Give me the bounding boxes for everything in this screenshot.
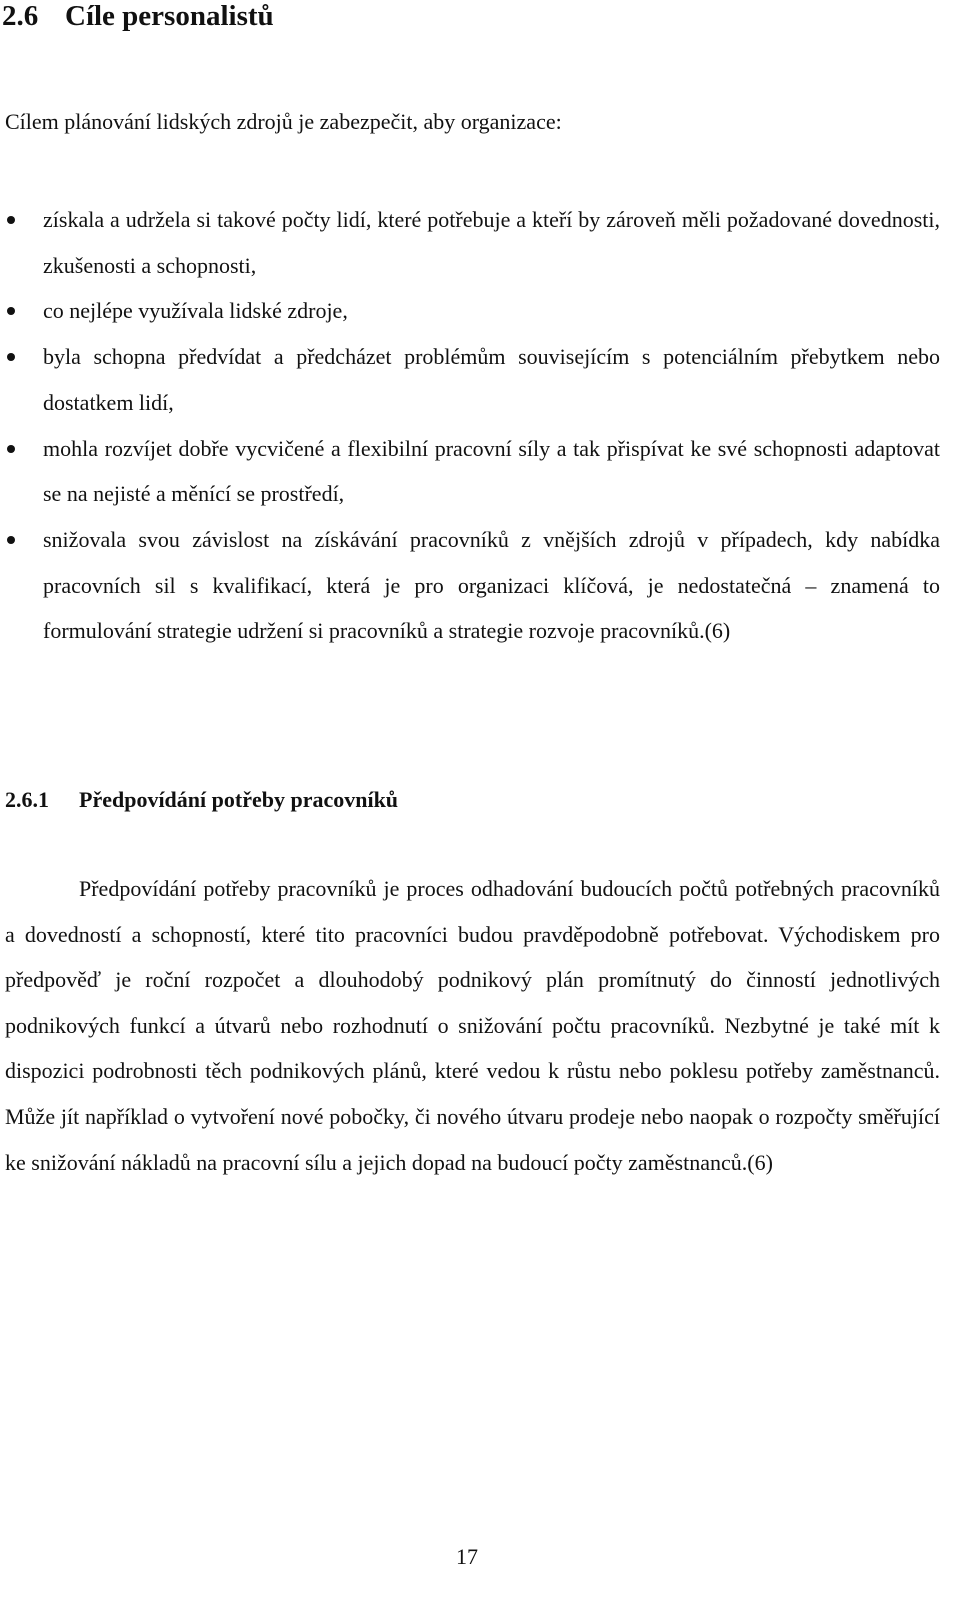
- list-item-text: mohla rozvíjet dobře vycvičené a flexibilní pracovní síly a tak přispívat ke své schopnosti adaptovat se na nejisté a měnící se prostředí,: [43, 435, 940, 507]
- bullet-icon: [7, 536, 15, 544]
- subsection-heading: [5, 785, 398, 815]
- section-title: Cíle personalistů: [65, 0, 274, 32]
- list-item-text: získala a udržela si takové počty lidí, které potřebuje a kteří by zároveň měli požadované dovednosti, zkušenosti a schopnosti,: [43, 207, 940, 278]
- list-item: [0, 517, 940, 654]
- list-item: [0, 197, 940, 288]
- body-paragraph: Předpovídání potřeby pracovníků je proces odhadování budoucích počtů potřebných pracovníků a dovedností a schopností, které tito pracovníci budou pravděpodobně potřebovat. Východiskem pro předpověď je roční rozpočet a dlouhodobý podnikový plán promítnutý do činností jednotlivých podnikových funkcí a útvarů nebo rozhodnutí o snižování počtu pracovníků. Nezbytné je také mít k dispozici podrobnosti těch podnikových plánů, které vedou k růstu nebo poklesu potřeby zaměstnanců. Může jít například o vytvoření nové pobočky, či nového útvaru prodeje nebo naopak o rozpočty směřující ke snižování nákladů na pracovní sílu a jejich dopad na budoucí počty zaměstnanců.(6): [5, 876, 940, 1175]
- list-item-text: byla schopna předvídat a předcházet problémům souvisejícím s potenciálním přebytkem nebo dostatkem lidí,: [43, 344, 940, 415]
- bullet-icon: [7, 445, 15, 453]
- section-number: 2.6: [2, 0, 39, 32]
- bullet-icon: [7, 353, 15, 361]
- subsection-title: Předpovídání potřeby pracovníků: [79, 787, 399, 812]
- page-number: 17: [456, 1544, 478, 1569]
- subsection-number: 2.6.1: [5, 787, 49, 812]
- bullet-icon: [7, 307, 15, 315]
- section-heading: [2, 0, 274, 34]
- list-item-text: co nejlépe využívala lidské zdroje,: [43, 298, 348, 324]
- bullet-icon: [7, 216, 15, 224]
- intro-text: Cílem plánování lidských zdrojů je zabezpečit, aby organizace:: [5, 109, 562, 134]
- list-item: [0, 426, 940, 517]
- list-item-text: snižovala svou závislost na získávání pracovníků z vnějších zdrojů v případech, kdy nabídka pracovních sil s kvalifikací, která je pro organizaci klíčová, je nedostatečná – znamená to formulování strategie udržení si pracovníků a strategie rozvoje pracovníků.(6): [43, 526, 940, 644]
- list-item: [0, 288, 940, 334]
- list-item: [0, 334, 940, 425]
- goals-list: [0, 197, 940, 654]
